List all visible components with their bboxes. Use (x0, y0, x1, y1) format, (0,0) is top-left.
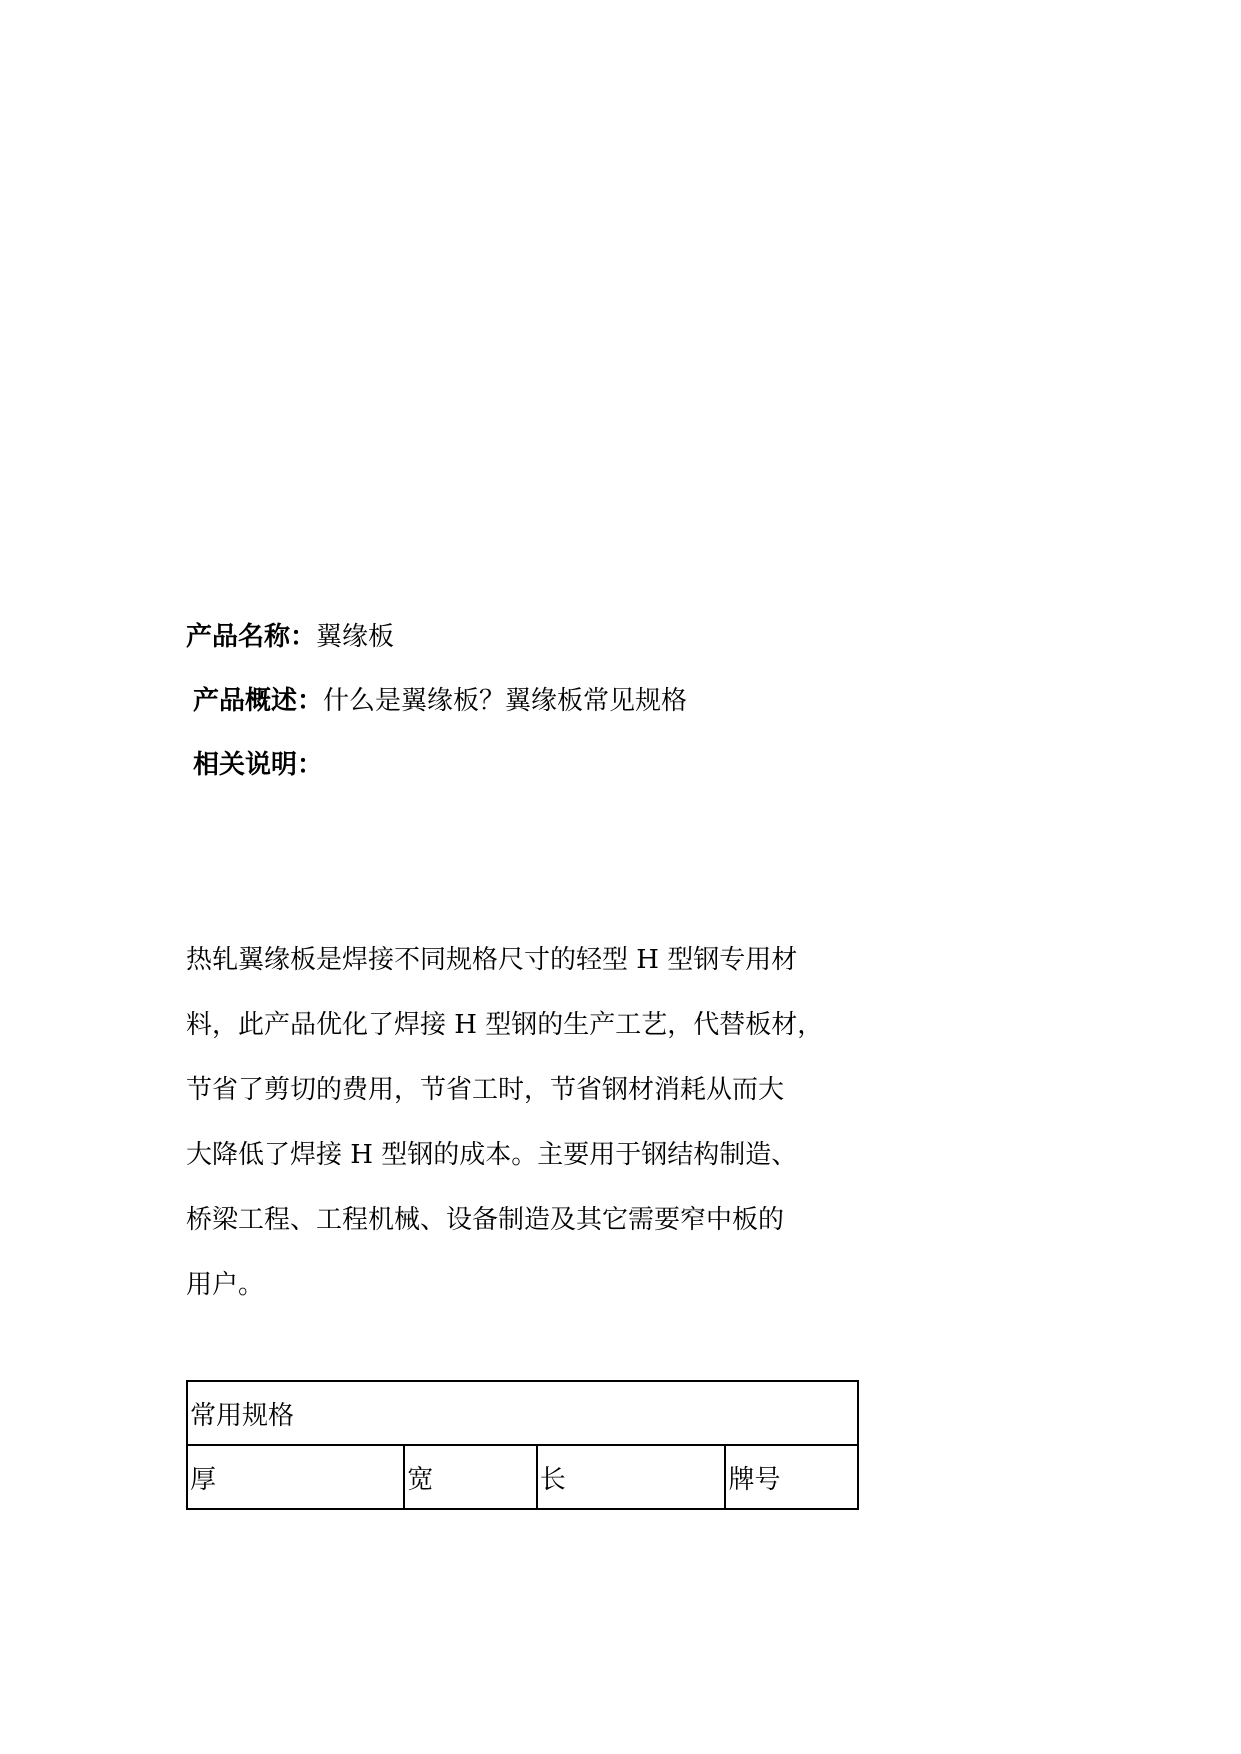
description-line: 大降低了焊接 H 型钢的成本。主要用于钢结构制造、 (186, 1140, 798, 1170)
product-name-label: 产品名称： (186, 622, 317, 652)
description-line: 料，此产品优化了焊接 H 型钢的生产工艺，代替板材， (186, 1010, 824, 1040)
description-line: 桥梁工程、工程机械、设备制造及其它需要窄中板的 (186, 1205, 785, 1235)
spec-header-width: 宽 (404, 1445, 537, 1509)
spec-header-length: 长 (537, 1445, 726, 1509)
product-name-value: 翼缘板 (316, 622, 395, 652)
related-notes-label: 相关说明： (193, 750, 324, 780)
product-overview-value: 什么是翼缘板？翼缘板常见规格 (323, 686, 688, 716)
spec-table-header-row (187, 1445, 858, 1509)
description-line: 用户。 (186, 1270, 265, 1300)
product-name-line (186, 620, 394, 654)
description-line: 热轧翼缘板是焊接不同规格尺寸的轻型 H 型钢专用材 (186, 945, 798, 975)
spec-table (186, 1380, 859, 1510)
description-line: 节省了剪切的费用，节省工时，节省钢材消耗从而大 (186, 1075, 785, 1105)
spec-table-title: 常用规格 (187, 1381, 858, 1445)
spec-table-title-row (187, 1381, 858, 1445)
spec-header-thickness: 厚 (187, 1445, 404, 1509)
spec-header-grade: 牌号 (725, 1445, 858, 1509)
related-notes-line (193, 748, 323, 782)
description-paragraph (186, 928, 866, 1318)
product-overview-line (193, 684, 687, 718)
product-overview-label: 产品概述： (193, 686, 324, 716)
